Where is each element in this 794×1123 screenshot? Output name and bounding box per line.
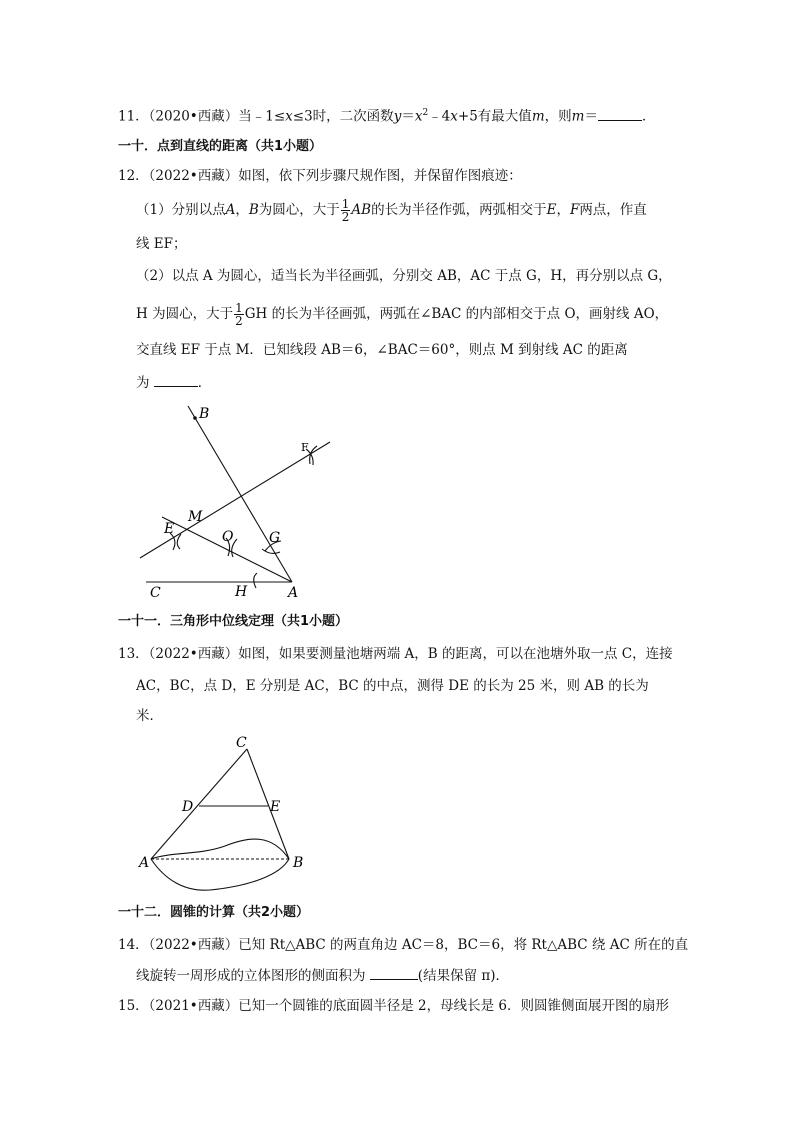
question-12-line-1: 12．（2022•西藏）如图，依下列步骤尺规作图，并保留作图痕迹： (118, 168, 522, 184)
label-a: A (288, 585, 299, 601)
question-15-line-1: 15．（2021•西藏）已知一个圆锥的底面圆半径是 2，母线长是 6．则圆锥侧面展开图的扇形 (118, 998, 670, 1014)
question-14-line-2: 线旋转一周形成的立体图形的侧面积为 (结果保留 π)． (136, 968, 509, 984)
label-e: E (164, 521, 175, 537)
answer-blank (598, 108, 642, 121)
section-heading-10: 一十．点到直线的距离（共1小题） (118, 139, 323, 154)
question-12-line-5: H 为圆心，大于 $\frac{1}{2}$ GH 的长为半径画弧，两弧在∠BAC 的内部相交于点 O，画射线 AO， (136, 301, 669, 328)
question-14-line-1: 14．（2022•西藏）已知 Rt△ABC 的两直角边 AC＝8，BC＝6，将 Rt△ABC 绕 AC 所在的直 (118, 937, 689, 953)
label-b: B (199, 406, 210, 422)
question-11: 11．（2020•西藏）当﹣1≤x≤3时，二次函数$y=x^2﹣4x+5$有最大值m，则m＝ ． (118, 108, 656, 125)
label-c: C (236, 735, 247, 751)
answer-blank (154, 374, 198, 387)
question-12-line-3: 线 EF； (136, 236, 187, 252)
point-b (193, 416, 197, 420)
fraction-half: $\frac{1}{2}$ (235, 301, 243, 328)
answer-blank (370, 967, 418, 980)
pond-bottom-edge (151, 859, 289, 890)
label-f: F (301, 441, 309, 454)
fraction-half: $\frac{1}{2}$ (341, 197, 350, 224)
question-12-line-7: 为 ． (136, 375, 212, 391)
side-ca (151, 749, 247, 859)
section-heading-12: 一十二．圆锥的计算（共2小题） (118, 905, 310, 920)
label-g: G (269, 530, 281, 546)
label-h: H (235, 584, 248, 600)
question-13-line-1: 13．（2022•西藏）如图，如果要测量池塘两端 A，B 的距离，可以在池塘外取一点 C，连接 (118, 646, 673, 662)
label-c: C (150, 585, 161, 601)
label-d: D (182, 799, 194, 815)
question-12-line-6: 交直线 EF 于点 M．已知线段 AB＝6，∠BAC＝60°，则点 M 到射线 AC 的距离 (136, 342, 628, 358)
question-13-line-3: 米． (136, 708, 163, 724)
side-cb (247, 749, 289, 859)
label-o: O (222, 529, 234, 545)
label-b: B (293, 855, 304, 871)
question-12-line-4: （2）以点 A 为圆心，适当长为半径画弧，分别交 AB，AC 于点 G，H，再分别以点 G， (136, 268, 672, 284)
question-12-line-2: （1）分别以点A，B为圆心，大于 $\frac{1}{2}$ AB的长为半径作弧，两弧相交于E，F两点，作直 (136, 197, 647, 224)
section-heading-11: 一十一．三角形中位线定理（共1小题） (118, 614, 349, 629)
label-a: A (139, 855, 150, 871)
arc-h (254, 573, 257, 588)
geometry-figure-construction (130, 400, 340, 605)
label-m: M (188, 509, 203, 525)
geometry-figure-pond (135, 733, 315, 895)
question-13-line-2: AC，BC，点 D，E 分别是 AC，BC 的中点，测得 DE 的长为 25 米，则 AB 的长为 (136, 678, 649, 694)
label-e: E (270, 799, 281, 815)
pond-top-edge (151, 839, 289, 859)
